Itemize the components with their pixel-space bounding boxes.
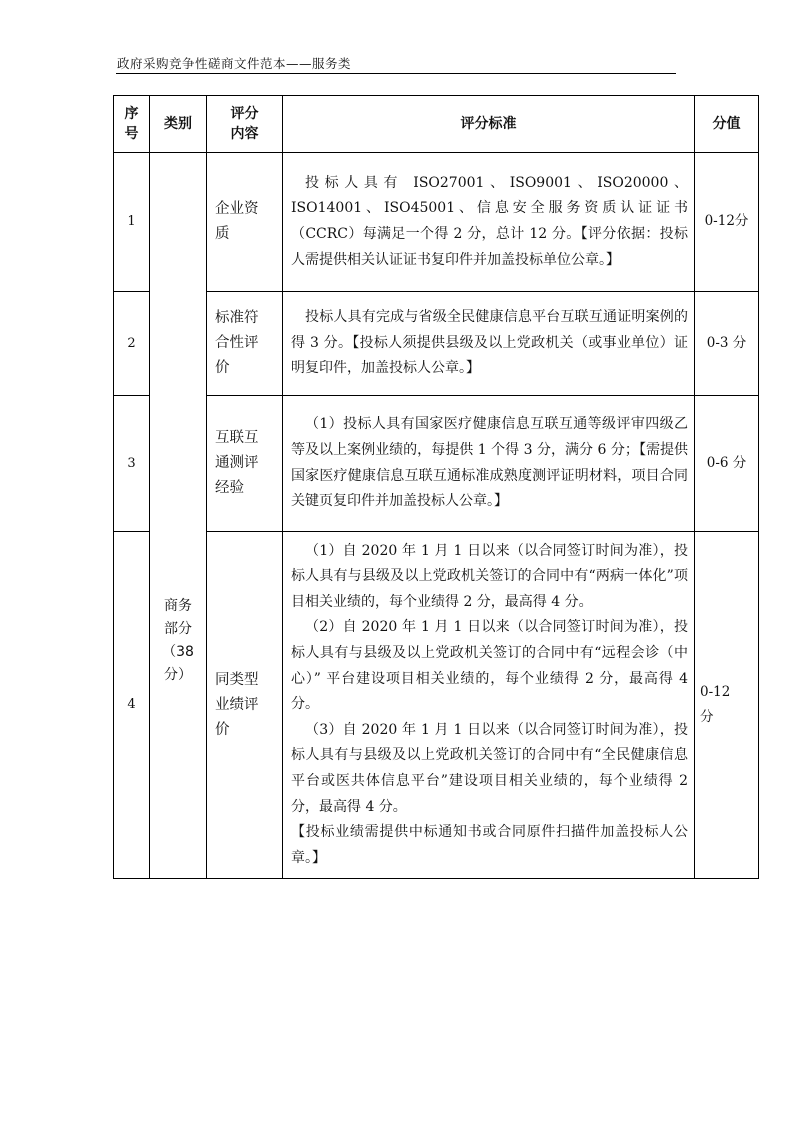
row-criteria — [283, 532, 695, 879]
table-row — [114, 532, 759, 879]
row-index: 3 — [114, 396, 150, 532]
header-item-line-2: 内容 — [230, 126, 259, 142]
header-item — [207, 96, 283, 153]
header-category: 类别 — [150, 96, 207, 153]
row-item-line-2: 质 — [215, 226, 230, 242]
criteria-part-4: 【投标业绩需提供中标通知书或合同原件扫描件加盖投标人公章。】 — [291, 824, 688, 866]
row-item-line-3: 价 — [215, 360, 230, 376]
header-index-line-1: 序 — [124, 106, 139, 122]
category-line-2: 部分 — [164, 620, 192, 637]
row-item-line-1: 标准符 — [215, 310, 259, 326]
category-line-3: （38 — [162, 643, 194, 660]
row-index: 1 — [114, 153, 150, 292]
header-index-line-2: 号 — [124, 126, 139, 142]
header-index — [114, 96, 150, 153]
row-criteria: （1）投标人具有国家医疗健康信息互联互通等级评审四级乙等及以上案例业绩的，每提供 1 个得 3 分，满分 6 分；【需提供国家医疗健康信息互联互通标准成熟度测评证明材料，项目合同关键页复印件并加盖投标人公章。】 — [283, 396, 695, 532]
category-line-4: 分） — [164, 666, 192, 683]
row-item-line-2: 合性评 — [215, 335, 259, 351]
row-item — [207, 532, 283, 879]
table-header-row — [114, 96, 759, 153]
row-index: 4 — [114, 532, 150, 879]
scoring-table — [113, 95, 759, 879]
row-index: 2 — [114, 292, 150, 396]
header-criteria: 评分标准 — [283, 96, 695, 153]
row-item-line-3: 价 — [215, 721, 230, 738]
row-score — [695, 532, 759, 879]
document-header: 政府采购竞争性磋商文件范本——服务类 — [117, 56, 352, 71]
category-line-1: 商务 — [164, 597, 192, 614]
table-row — [114, 396, 759, 532]
table-row — [114, 292, 759, 396]
row-criteria: 投标人具有 ISO27001、ISO9001、ISO20000、ISO14001、ISO45001、信息安全服务资质认证证书（CCRC）每满足一个得 2 分，总计 12 分。【评分依据：投标人需提供相关认证证书复印件并加盖投标单位公章。】 — [283, 153, 695, 292]
row-item-line-2: 业绩评 — [215, 696, 259, 713]
row-score: 0-3 分 — [695, 292, 759, 396]
row-score: 0-12分 — [695, 153, 759, 292]
row-score-line-2: 分 — [700, 709, 714, 725]
row-item — [207, 292, 283, 396]
row-item-line-1: 互联互 — [215, 430, 259, 446]
row-item — [207, 396, 283, 532]
row-item-line-2: 通测评 — [215, 455, 259, 471]
row-item-line-3: 经验 — [215, 480, 244, 496]
table-row — [114, 153, 759, 292]
criteria-part-3: （3）自 2020 年 1 月 1 日以来（以合同签订时间为准），投标人具有与县级及以上党政机关签订的合同中有“全民健康信息平台或医共体信息平台”建设项目相关业绩的，每个业绩得 2 分，最高得 4 分。 — [291, 721, 688, 815]
category-cell — [150, 153, 207, 879]
criteria-part-2: （2）自 2020 年 1 月 1 日以来（以合同签订时间为准），投标人具有与县级及以上党政机关签订的合同中有“远程会诊（中心）” 平台建设项目相关业绩的，每个业绩得 2 分，最高得 4 分。 — [291, 619, 688, 713]
header-score: 分值 — [695, 96, 759, 153]
row-item-line-1: 同类型 — [215, 671, 259, 688]
header-divider — [116, 73, 676, 74]
row-item-line-1: 企业资 — [215, 201, 259, 217]
criteria-part-1: （1）自 2020 年 1 月 1 日以来（以合同签订时间为准），投标人具有与县级及以上党政机关签订的合同中有“两病一体化”项目相关业绩的，每个业绩得 2 分，最高得 4 分。 — [291, 542, 688, 610]
row-item — [207, 153, 283, 292]
row-criteria: 投标人具有完成与省级全民健康信息平台互联互通证明案例的得 3 分。【投标人须提供县级及以上党政机关（或事业单位）证明复印件，加盖投标人公章。】 — [283, 292, 695, 396]
row-score-line-1: 0-12 — [700, 684, 731, 700]
header-item-line-1: 评分 — [230, 106, 259, 122]
row-score: 0-6 分 — [695, 396, 759, 532]
